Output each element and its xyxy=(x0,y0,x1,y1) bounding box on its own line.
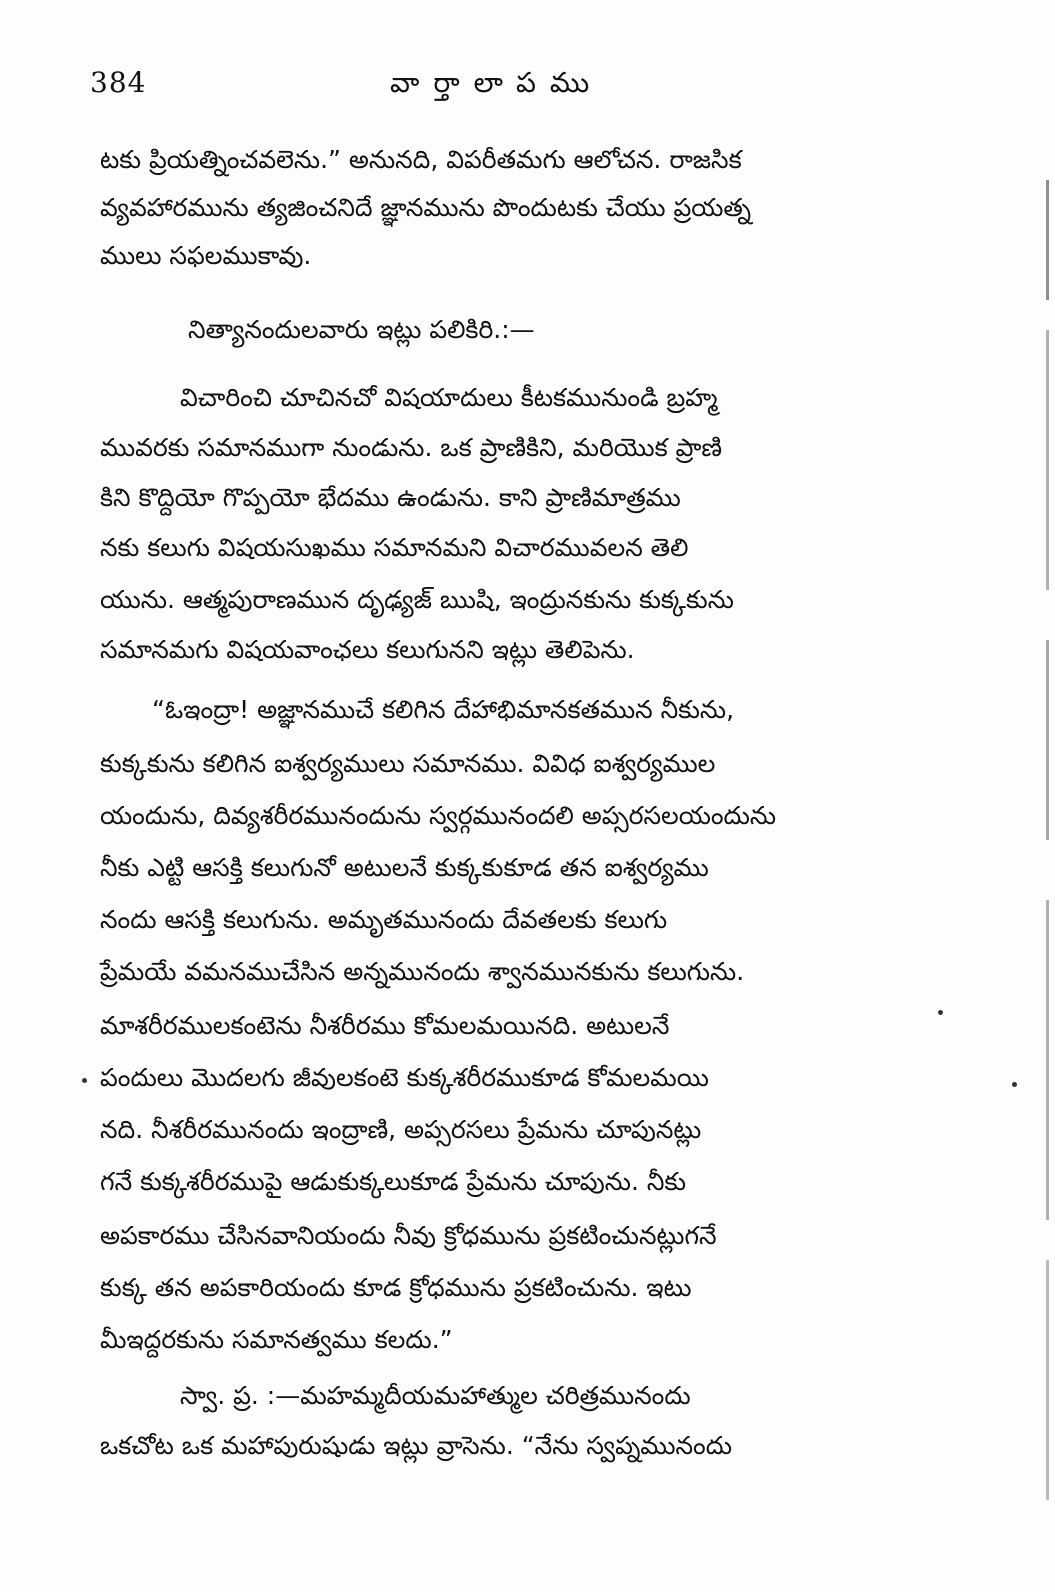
scan-edge-mark xyxy=(1046,180,1049,300)
quote-line: గనే కుక్కశరీరముపై ఆడుకుక్కలుకూడ ప్రేమను చూపును. నీకు xyxy=(100,1167,687,1196)
quote-line: యందును, దివ్యశరీరమునందును స్వర్గమునందలి అప్సరసలయందును xyxy=(100,801,777,830)
text-line: వ్యవహారమును త్యజించనిదే జ్ఞానమును పొందుటకు చేయు ప్రయత్న xyxy=(100,193,752,222)
scan-edge-mark xyxy=(1046,1260,1049,1500)
quote-line: ప్రేమయే వమనముచేసిన అన్నమునందు శ్వానమునకును కలుగును. xyxy=(100,957,745,986)
quote-line: నది. నీశరీరమునందు ఇంద్రాణి, అప్సరసలు ప్రేమను చూపునట్లు xyxy=(100,1115,702,1144)
page-header xyxy=(90,66,950,116)
running-title: వార్తాలాపము xyxy=(390,66,604,99)
text-line: విచారించి చూచినచో విషయాదులు కీటకమునుండి బ్రహ్మ xyxy=(180,383,718,412)
text-line: యును. ఆత్మపురాణమున దృఢ్యజ్ ఋషి, ఇంద్రునకును కుక్కకును xyxy=(100,585,734,614)
scan-speck xyxy=(938,1010,943,1015)
quote-line: మీఇద్దరకును సమానత్వము కలదు.” xyxy=(100,1325,453,1354)
quote-line: “ఓఇంద్రా! అజ్ఞానముచే కలిగిన దేహాభిమానకతమున నీకును, xyxy=(152,695,735,724)
text-line: ఒకచోట ఒక మహాపురుషుడు ఇట్లు వ్రాసెను. “నేను స్వప్నమునందు xyxy=(100,1431,733,1460)
quote-line: నందు ఆసక్తి కలుగును. అమృతమునందు దేవతలకు కలుగు xyxy=(100,905,668,934)
scan-speck xyxy=(1012,1082,1017,1087)
scan-edge-mark xyxy=(1046,330,1049,590)
text-line: కిని కొద్దియో గొప్పయో భేదము ఉండును. కాని ప్రాణిమాత్రము xyxy=(100,483,681,512)
scan-edge-mark xyxy=(1046,900,1049,1220)
page-number: 384 xyxy=(90,66,147,99)
text-line: టకు ప్రియత్నించవలెను.” అనునది, విపరీతమగు ఆలోచన. రాజసిక xyxy=(100,145,742,174)
text-line: నకు కలుగు విషయసుఖము సమానమని విచారమువలన తెలి xyxy=(100,533,689,562)
scan-edge-mark xyxy=(1046,640,1049,840)
quote-line: కుక్క తన అపకారియందు కూడ క్రోధమును ప్రకటించును. ఇటు xyxy=(100,1273,692,1302)
quote-line: నీకు ఎట్టి ఆసక్తి కలుగునో అటులనే కుక్కకుకూడ తన ఐశ్వర్యము xyxy=(100,853,709,882)
text-line: స్వా. ప్ర. :—మహమ్మదీయమహాత్ముల చరిత్రమునందు xyxy=(180,1381,691,1410)
quote-line: మాశరీరములకంటెను నీశరీరము కోమలమయినది. అటులనే xyxy=(100,1011,670,1040)
quote-line: పందులు మొదలగు జీవులకంటె కుక్కశరీరముకూడ కోమలమయి xyxy=(100,1063,709,1092)
speaker-heading: నిత్యానందులవారు ఇట్లు పలికిరి.:— xyxy=(188,315,535,344)
scan-speck xyxy=(82,1078,87,1083)
quote-line: అపకారము చేసినవానియందు నీవు క్రోధమును ప్రకటించునట్లుగనే xyxy=(100,1221,717,1250)
text-line: సమానమగు విషయవాంఛలు కలుగునని ఇట్లు తెలిపెను. xyxy=(100,635,635,664)
quote-line: కుక్కకును కలిగిన ఐశ్వర్యములు సమానము. వివిధ ఐశ్వర్యముల xyxy=(100,749,716,778)
text-line: ములు సఫలముకావు. xyxy=(100,241,312,270)
text-line: మువరకు సమానముగా నుండును. ఒక ప్రాణికిని, మరియొక ప్రాణి xyxy=(100,433,723,462)
